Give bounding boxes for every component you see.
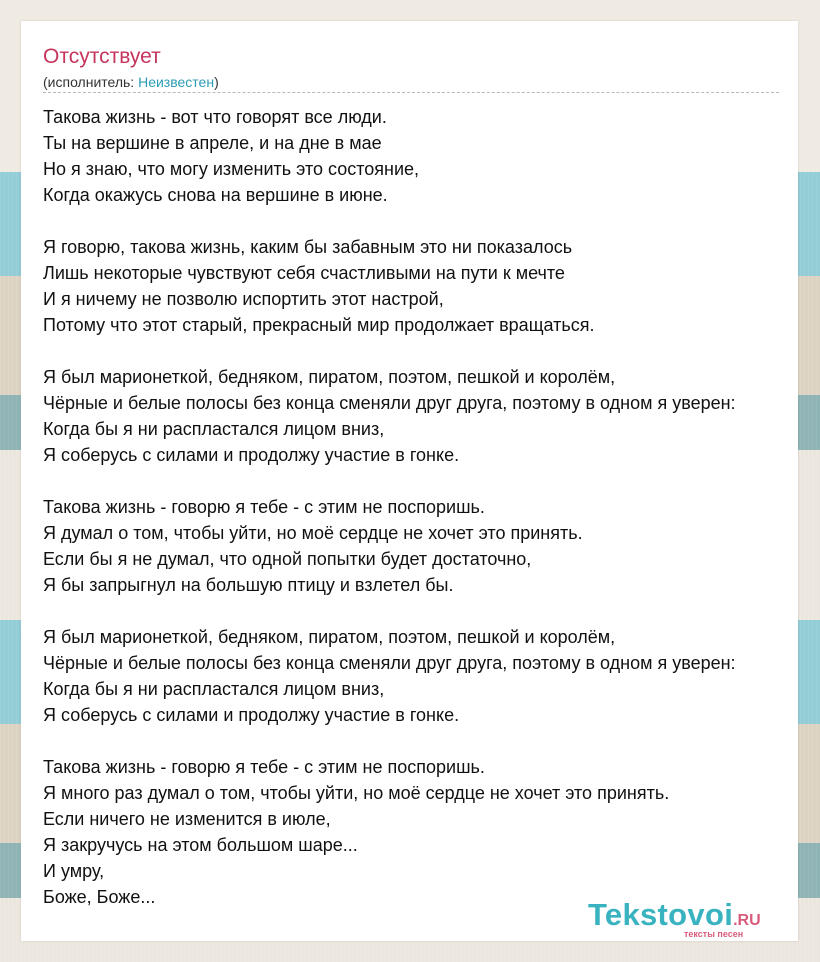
lyric-line: Потому что этот старый, прекрасный мир продолжает вращаться.: [43, 315, 595, 335]
lyric-line: Я говорю, такова жизнь, каким бы забавным это ни показалось: [43, 237, 573, 257]
lyric-line: Я закручусь на этом большом шаре...: [43, 835, 358, 855]
logo-tld: .RU: [733, 912, 761, 929]
lyric-line: Я много раз думал о том, чтобы уйти, но моё сердце не хочет это принять.: [43, 783, 670, 803]
lyric-line: Но я знаю, что могу изменить это состояние,: [43, 159, 420, 179]
stanza-gap: [43, 338, 736, 364]
song-title: Отсутствует: [43, 45, 161, 68]
lyric-line: Если бы я не думал, что одной попытки будет достаточно,: [43, 549, 532, 569]
logo-tagline: тексты песен: [684, 929, 744, 939]
stanza-gap: [43, 208, 736, 234]
lyric-line: Ты на вершине в апреле, и на дне в мае: [43, 133, 382, 153]
lyric-line: Чёрные и белые полосы без конца сменяли друг друга, поэтому в одном я уверен:: [43, 393, 736, 413]
lyric-line: Когда окажусь снова на вершине в июне.: [43, 185, 388, 205]
site-logo[interactable]: [588, 898, 794, 942]
lyrics-text: [43, 104, 736, 910]
lyric-line: Когда бы я ни распластался лицом вниз,: [43, 419, 385, 439]
lyric-line: Такова жизнь - вот что говорят все люди.: [43, 107, 387, 127]
stanza-gap: [43, 728, 736, 754]
lyric-line: Чёрные и белые полосы без конца сменяли друг друга, поэтому в одном я уверен:: [43, 653, 736, 673]
artist-prefix: (исполнитель:: [43, 74, 139, 90]
lyric-line: И я ничему не позволю испортить этот настрой,: [43, 289, 444, 309]
lyric-line: Такова жизнь - говорю я тебе - с этим не поспоришь.: [43, 757, 485, 777]
lyric-line: Если ничего не изменится в июле,: [43, 809, 331, 829]
title-divider: [43, 92, 779, 93]
lyric-line: Я соберусь с силами и продолжу участие в гонке.: [43, 445, 460, 465]
lyric-line: Боже, Боже...: [43, 887, 156, 907]
lyric-line: И умру,: [43, 861, 105, 881]
lyric-line: Я был марионеткой, бедняком, пиратом, поэтом, пешкой и королём,: [43, 367, 616, 387]
lyric-line: Я думал о том, чтобы уйти, но моё сердце не хочет это принять.: [43, 523, 583, 543]
lyric-line: Я соберусь с силами и продолжу участие в гонке.: [43, 705, 460, 725]
lyric-line: Когда бы я ни распластался лицом вниз,: [43, 679, 385, 699]
stanza-gap: [43, 598, 736, 624]
lyric-line: Лишь некоторые чувствуют себя счастливыми на пути к мечте: [43, 263, 565, 283]
artist-line: [43, 73, 219, 91]
stanza-gap: [43, 468, 736, 494]
logo-main-text: Tekstovoi: [588, 897, 734, 932]
lyric-line: Я был марионеткой, бедняком, пиратом, поэтом, пешкой и королём,: [43, 627, 616, 647]
artist-suffix: ): [214, 74, 219, 90]
artist-link[interactable]: Неизвестен: [138, 74, 215, 90]
lyric-line: Я бы запрыгнул на большую птицу и взлетел бы.: [43, 575, 454, 595]
lyric-line: Такова жизнь - говорю я тебе - с этим не поспоришь.: [43, 497, 485, 517]
